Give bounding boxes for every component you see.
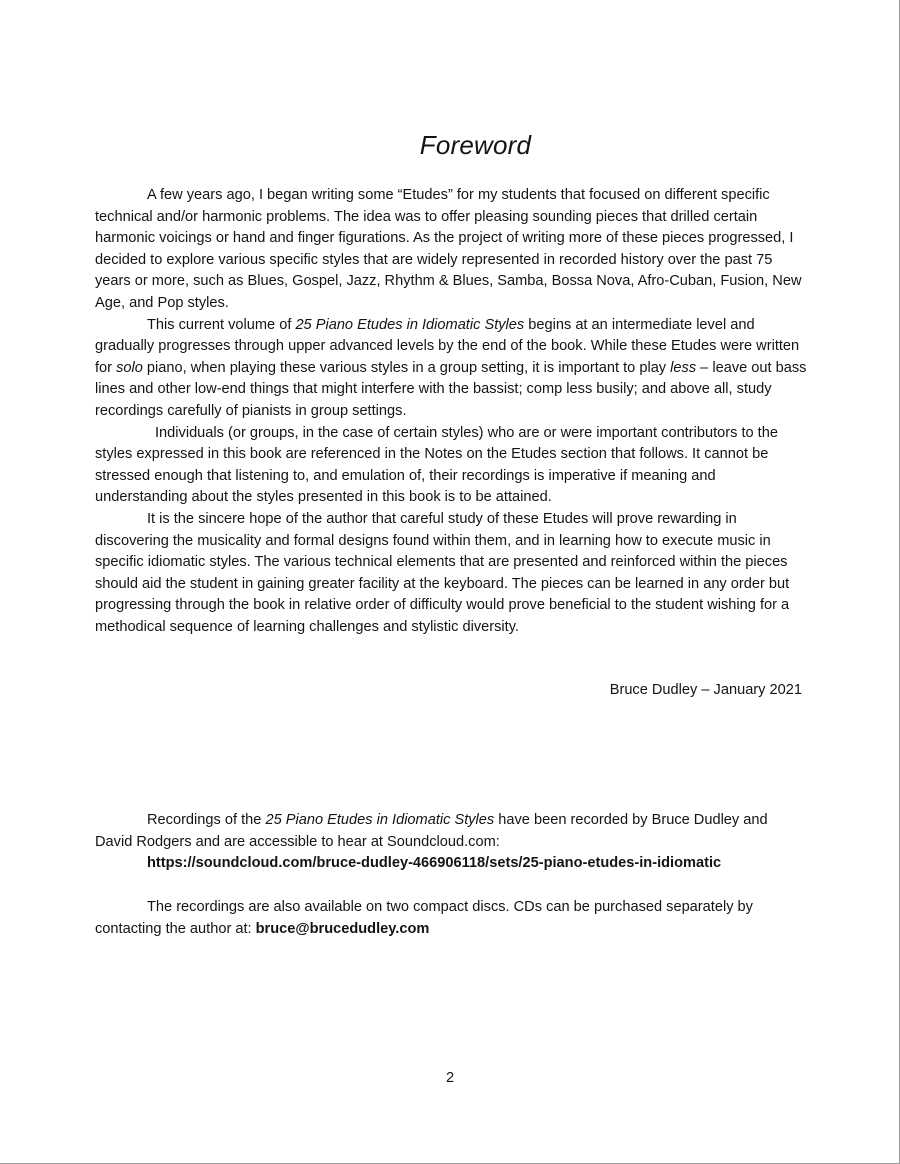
book-title-italic: 25 Piano Etudes in Idiomatic Styles <box>295 316 525 333</box>
cds-paragraph <box>95 897 807 940</box>
foreword-body <box>95 185 807 638</box>
recordings-pre: Recordings of the <box>147 812 266 828</box>
page-title: Foreword <box>419 130 532 160</box>
recordings-post: have been recorded by Bruce Dudley and David Rodgers and are accessible to hear at Soundcloud.com: <box>95 812 768 850</box>
paragraph-2-post: – leave out bass lines and other low-end things that might interfere with the bassist; comp less busily; and above all, study recordings carefully of pianists in group settings. <box>95 359 807 419</box>
cds-pre: The recordings are also available on two compact discs. CDs can be purchased separately by contacting the author at: <box>95 899 753 937</box>
paragraph-sincere-hope: It is the sincere hope of the author that careful study of these Etudes will prove rewarding in discovering the musicality and formal designs found within them, and in learning how to execute music in specific idiomatic styles. The various technical elements that are presented and reinforced within the pieces should aid the student in gaining greater facility at the keyboard. The pieces can be learned in any order but progressing through the book in relative order of difficulty would prove beneficial to the student wishing for a methodical sequence of learning challenges and stylistic diversity. <box>95 510 790 635</box>
cds-note <box>95 897 807 940</box>
recordings-note <box>95 810 807 875</box>
soundcloud-link[interactable]: https://soundcloud.com/bruce-dudley-466906118/sets/25-piano-etudes-in-idiomatic <box>147 855 722 872</box>
less-italic: less <box>670 359 697 376</box>
solo-italic: solo <box>116 359 143 376</box>
paragraph-intro: A few years ago, I began writing some “Etudes” for my students that focused on different specific technical and/or harmonic problems. The idea was to offer pleasing sounding pieces that drilled certain harmonic voicings or hand and finger figurations. As the project of writing more of these pieces progressed, I decided to explore various specific styles that are widely represented in recorded history over the past 75 years or more, such as Blues, Gospel, Jazz, Rhythm & Blues, Samba, Bossa Nova, Afro-Cuban, Fusion, New Age, and Pop styles. <box>95 187 802 311</box>
recordings-paragraph <box>95 810 807 853</box>
paragraph-individuals: Individuals (or groups, in the case of certain styles) who are or were important contributors to the styles expressed in this book are referenced in the Notes on the Etudes section that follows. It cannot be stressed enough that listening to, and emulation of, their recordings is imperative if meaning and understanding about the styles presented in this book is to be attained. <box>95 424 778 506</box>
paragraph-2-mid2: piano, when playing these various styles in a group setting, it is important to play <box>142 359 671 376</box>
author-email-link[interactable]: bruce@brucedudley.com <box>255 920 430 937</box>
page-number: 2 <box>445 1070 455 1086</box>
recordings-book-title-italic: 25 Piano Etudes in Idiomatic Styles <box>265 812 495 828</box>
paragraph-2-mid1: begins at an intermediate level and gradually progresses through upper advanced levels by the end of the book. While these Etudes were written for <box>95 316 800 376</box>
paragraph-current-volume <box>95 315 807 423</box>
author-signature: Bruce Dudley – January 2021 <box>609 682 802 698</box>
paragraph-2-pre: This current volume of <box>147 316 296 333</box>
